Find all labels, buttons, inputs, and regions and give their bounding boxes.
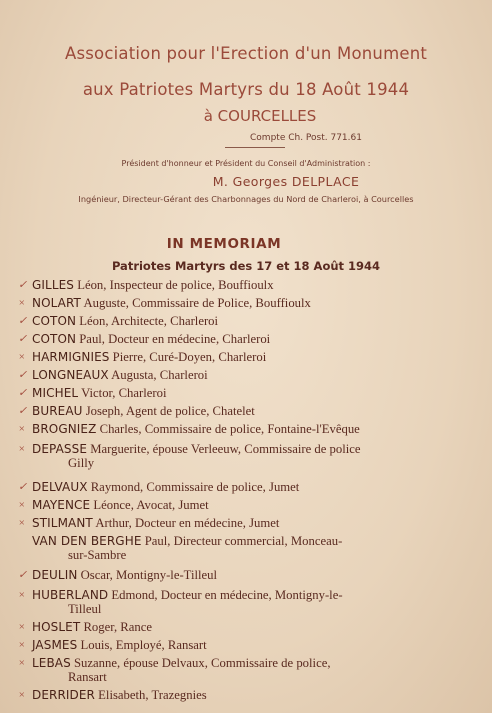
- martyr-details: Raymond, Commissaire de police, Jumet: [87, 480, 300, 494]
- list-item: [18, 422, 472, 436]
- list-item: [18, 516, 472, 530]
- martyr-surname: DERRIDER: [32, 688, 95, 702]
- memoriam-heading: IN MEMORIAM: [166, 236, 282, 252]
- list-item: [18, 688, 472, 702]
- martyr-surname: MICHEL: [32, 386, 79, 400]
- list-item: [18, 480, 472, 494]
- check-mark-icon: ×: [18, 621, 26, 633]
- check-mark-icon: ×: [18, 423, 26, 435]
- list-item: [18, 350, 472, 364]
- martyr-details: Suzanne, épouse Delvaux, Commissaire de police,: [70, 656, 331, 670]
- martyr-surname: JASMES: [32, 638, 78, 652]
- martyr-details: Augusta, Charleroi: [108, 368, 208, 382]
- list-item: [18, 656, 472, 684]
- check-mark-icon: ✓: [18, 405, 28, 417]
- martyr-details-continued: Gilly: [68, 456, 95, 470]
- martyr-surname: HOSLET: [32, 620, 81, 634]
- list-item: [18, 638, 472, 652]
- martyr-details-continued: sur-Sambre: [68, 548, 127, 562]
- martyr-details: Oscar, Montigny-le-Tilleul: [77, 568, 218, 582]
- martyr-surname: BROGNIEZ: [32, 422, 97, 436]
- check-mark-icon: ×: [18, 517, 26, 529]
- martyr-surname: DELVAUX: [32, 480, 88, 494]
- president-title: Ingénieur, Directeur-Gérant des Charbonnages du Nord de Charleroi, à Courcelles: [78, 194, 414, 204]
- list-item: [18, 296, 472, 310]
- martyr-surname: HUBERLAND: [32, 588, 109, 602]
- check-mark-icon: ×: [18, 589, 26, 601]
- divider: [225, 147, 285, 148]
- list-item: [18, 442, 472, 470]
- martyr-surname: COTON: [32, 314, 77, 328]
- check-mark-icon: ✓: [18, 481, 28, 493]
- check-mark-icon: ✓: [18, 387, 28, 399]
- martyr-details: Léon, Inspecteur de police, Bouffioulx: [74, 278, 274, 292]
- martyr-details: Joseph, Agent de police, Chatelet: [82, 404, 255, 418]
- martyr-details-continued: Tilleul: [68, 602, 102, 616]
- list-item: [18, 620, 472, 634]
- martyr-details: Louis, Employé, Ransart: [77, 638, 207, 652]
- martyr-details: Auguste, Commissaire de Police, Bouffioulx: [81, 296, 311, 310]
- list-item: [18, 314, 472, 328]
- check-mark-icon: ×: [18, 297, 26, 309]
- martyr-surname: MAYENCE: [32, 498, 91, 512]
- martyr-details: Marguerite, épouse Verleeuw, Commissaire de police: [87, 442, 361, 456]
- list-item: [18, 498, 472, 512]
- martyr-details: Paul, Directeur commercial, Monceau-: [141, 534, 343, 548]
- martyr-details: Edmond, Docteur en médecine, Montigny-le-: [108, 588, 343, 602]
- martyr-details: Pierre, Curé-Doyen, Charleroi: [109, 350, 267, 364]
- check-mark-icon: ×: [18, 657, 26, 669]
- check-mark-icon: ✓: [18, 333, 28, 345]
- list-item: [18, 588, 472, 616]
- martyr-details: Elisabeth, Trazegnies: [95, 688, 207, 702]
- martyr-surname: HARMIGNIES: [32, 350, 110, 364]
- martyr-surname: LEBAS: [32, 656, 71, 670]
- check-mark-icon: ×: [18, 689, 26, 701]
- list-item: [18, 568, 472, 582]
- martyr-surname: GILLES: [32, 278, 75, 292]
- martyr-surname: DEPASSE: [32, 442, 88, 456]
- check-mark-icon: ×: [18, 351, 26, 363]
- martyr-details: Léonce, Avocat, Jumet: [90, 498, 209, 512]
- martyr-details: Charles, Commissaire de police, Fontaine-l'Evêque: [96, 422, 360, 436]
- martyr-details: Léon, Architecte, Charleroi: [76, 314, 219, 328]
- martyr-details: Arthur, Docteur en médecine, Jumet: [92, 516, 280, 530]
- list-item: [18, 386, 472, 400]
- list-item: [18, 278, 472, 292]
- header-line-2: aux Patriotes Martyrs du 18 Août 1944: [82, 80, 410, 99]
- martyr-surname: NOLART: [32, 296, 81, 310]
- martyr-surname: STILMANT: [32, 516, 93, 530]
- check-mark-icon: ×: [18, 639, 26, 651]
- memoriam-subheading: Patriotes Martyrs des 17 et 18 Août 1944: [111, 259, 381, 273]
- postal-account: Compte Ch. Post. 771.61: [250, 133, 362, 143]
- check-mark-icon: ✓: [18, 279, 28, 291]
- list-item: [18, 368, 472, 382]
- martyr-surname: COTON: [32, 332, 77, 346]
- list-item: [18, 404, 472, 418]
- check-mark-icon: ×: [18, 443, 26, 455]
- martyr-details: Victor, Charleroi: [78, 386, 167, 400]
- list-item: [18, 332, 472, 346]
- header-location: à COURCELLES: [203, 107, 317, 125]
- martyr-surname: LONGNEAUX: [32, 368, 109, 382]
- check-mark-icon: ✓: [18, 369, 28, 381]
- president-role: Président d'honneur et Président du Conseil d'Administration :: [121, 159, 371, 168]
- check-mark-icon: ✓: [18, 315, 28, 327]
- president-name: M. Georges DELPLACE: [212, 174, 360, 189]
- list-item: [32, 534, 472, 562]
- check-mark-icon: ×: [18, 499, 26, 511]
- martyr-surname: BUREAU: [32, 404, 83, 418]
- martyr-details: Paul, Docteur en médecine, Charleroi: [76, 332, 271, 346]
- martyr-details: Roger, Rance: [80, 620, 153, 634]
- martyr-surname: DEULIN: [32, 568, 78, 582]
- header-line-1: Association pour l'Erection d'un Monument: [64, 44, 428, 63]
- check-mark-icon: ✓: [18, 569, 28, 581]
- martyr-details-continued: Ransart: [68, 670, 107, 684]
- martyr-surname: VAN DEN BERGHE: [32, 534, 142, 548]
